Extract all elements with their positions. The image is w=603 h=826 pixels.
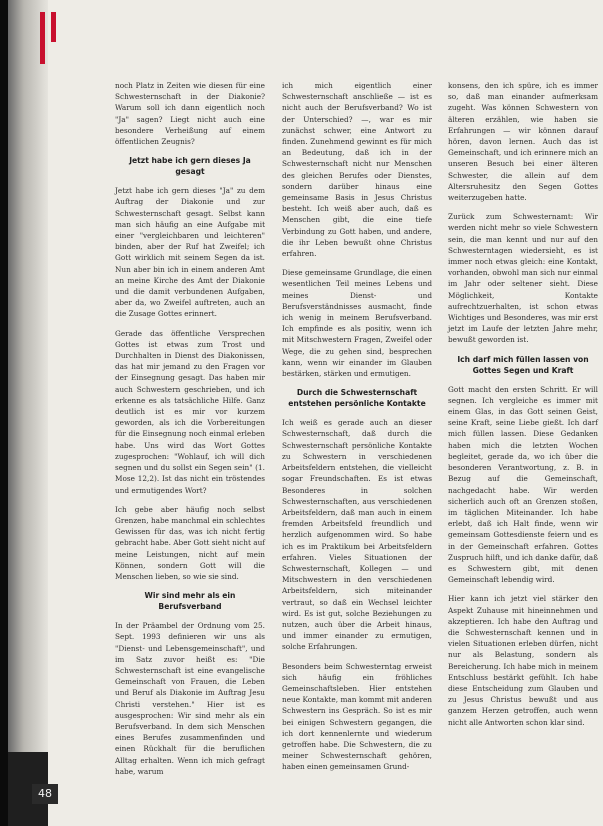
red-tab-marker [40, 12, 45, 64]
body-paragraph: ich mich eigentlich einer Schwesternschaft anschließe — ist es nicht auch der Berufsverband? Wo ist der Unterschied? —, war es mir zunächst schwer, eine Antwort zu finden. Zunehmend gewinnt es für mich an Bedeutung, daß ich in der Schwesternschaft nicht nur Menschen des gleichen Berufes oder Dienstes, sondern darüber hinaus eine gemeinsame Basis in Jesus Christus besteht. Ich weiß aber auch, daß es Menschen gibt, die eine tiefe Verbindung zu Gott haben, und andere, die ihr Leben bewußt ohne Christus erfahren. [282, 81, 432, 259]
text-column-3 [448, 80, 598, 736]
body-paragraph: Diese gemeinsame Grundlage, die einen wesentlichen Teil meines Lebens und meines Dienst- und Berufsverständnisses ausmacht, finde ich wenig in meinem Berufsverband. Ich empfinde es als positiv, wenn ich mit Mitschwestern Fragen, Zweifel oder Wege, die zu gehen sind, besprechen kann, wenn wir einander im Glauben bestärken, stärken und ermutigen. [282, 268, 432, 379]
section-heading: Durch die Schwesternschaft entstehen persönliche Kontakte [288, 388, 426, 409]
body-paragraph: noch Platz in Zeiten wie diesen für eine Schwesternschaft in der Diakonie? Warum soll ich dann eigentlich noch "Ja" sagen? Liegt nicht auch eine besondere Verheißung auf einem öffentlichen Zeugnis? [115, 81, 265, 147]
red-tab-marker [51, 12, 56, 42]
body-paragraph: Besonders beim Schwesterntag erweist sich häufig ein fröhliches Gemeinschaftsleben. Hier entstehen neue Kontakte, man kommt mit anderen Schwestern ins Gespräch. So ist es mir bei einigen Schwestern gegangen, die ich dort kennenlernte und wiederum getroffen habe. Die Schwestern, die zu meiner Schwesternschaft gehören, haben einen gemeinsamen Grund- [282, 661, 432, 772]
section-heading: Jetzt habe ich gern dieses Ja gesagt [129, 156, 251, 177]
body-paragraph: Ich gebe aber häufig noch selbst Grenzen, habe manchmal ein schlechtes Gewissen für das, was ich nicht fertig gebracht habe. Aber Gott sieht nicht auf meine Leistungen, nicht auf mein Können, sondern Gott will die Menschen lieben, so wie sie sind. [115, 504, 265, 581]
body-paragraph: Zurück zum Schwesternamt: Wir werden nicht mehr so viele Schwestern sein, die man kennt und nur auf den Schwesterntagen wiedersieht, es ist immer noch etwas gleich: eine Kontakt, vorhanden, obwohl man sich nur einmal im Jahr oder seltener sieht. Diese Möglichkeit, Kontakte aufrechtzuerhalten, ist schon etwas Wichtiges und Besonderes, was mir erst jetzt im Laufe der letzten Jahre mehr, bewußt geworden ist. [448, 212, 598, 345]
body-paragraph: In der Präambel der Ordnung vom 25. Sept. 1993 definieren wir uns als "Dienst- und Lebensgemeinschaft", und im Satz zuvor heißt es: "Die Schwesternschaft ist eine evangelische Gemeinschaft von Frauen, die Leben und Beruf als Diakonie im Auftrag Jesu Christi verstehen." Hier ist es ausgesprochen: Wir sind mehr als ein Berufsverband. In dem sich Menschen eines Berufes zusammenfinden und einen Rückhalt für die beruflichen Alltag erhalten. Wenn ich mich gefragt habe, warum [115, 621, 265, 776]
body-paragraph: Ich weiß es gerade auch an dieser Schwesternschaft, daß durch die Schwesternschaft persönliche Kontakte zu Schwestern in verschiedenen Arbeitsfeldern entstehen, die vielleicht sogar Freundschaften. Es ist etwas Besonderes in solchen Schwesternschaften, aus verschiedenen Arbeitsfeldern, daß man auch in einem fremden Arbeitsfeld freundlich und herzlich aufgenommen wird. So habe ich es im Praktikum bei Arbeitsfeldern erfahren. Vieles Situationen der Schwesternschaft, Kollegen — und Mitschwestern in den verschiedenen Arbeitsfeldern, sich miteinander vertraut, so daß ein Wechsel leichter wird. Es ist gut, solche Beziehungen zu nutzen, auch über die Arbeit hinaus, und immer einander zu ermutigen, solche Erfahrungen. [282, 418, 432, 652]
body-paragraph: Hier kann ich jetzt viel stärker den Aspekt Zuhause mit hineinnehmen und akzeptieren. Ich habe den Auftrag und die Schwesternschaft kennen und in vielen Situationen erleben dürfen, nicht nur als Belastung, sondern als Bereicherung. Ich habe mich in meinem Entschluss bestärkt gefühlt. Ich habe diese Entscheidung zum Glauben und zu Jesus Christus bewußt und aus ganzem Herzen getroffen, auch wenn nicht alle Antworten schon klar sind. [448, 594, 598, 727]
section-heading: Wir sind mehr als ein Berufsverband [144, 591, 236, 612]
page-number: 48 [32, 784, 58, 804]
section-heading: Ich darf mich füllen lassen von Gottes Segen und Kraft [457, 354, 589, 375]
body-paragraph: Gott macht den ersten Schritt. Er will segnen. Ich vergleiche es immer mit einem Glas, in das Gott seinen Geist, seine Kraft, seine Liebe gießt. Ich darf mich füllen lassen. Diese Gedanken haben mich die letzten Wochen begleitet, gerade da, wo ich über die besonderen Verantwortung, z. B. in Bezug auf die Gemeinschaft, nachgedacht habe. Wir werden sicherlich auch oft an Grenzen stoßen, im täglichen Miteinander. Ich habe erlebt, daß ich Halt finde, wenn wir gemeinsam Gottesdienste feiern und es in der Gemeinschaft erfahren. Gottes Zuspruch hilft, und ich danke dafür, daß es Schwestern gibt, mit denen Gemeinschaft lebendig wird. [448, 384, 598, 585]
body-paragraph: konsens, den ich spüre, ich es immer so, daß man einander aufmerksam zugeht. Was können Schwestern von älteren erzählen, wie haben sie Erfahrungen — wir können darauf hören, davon lernen. Auch das ist Gemeinschaft, und ich erinnere mich an unseren Besuch bei einer älteren Schwester, die allein auf dem Altersruhesitz den Segen Gottes weiterzugeben hatte. [448, 81, 598, 203]
body-paragraph: Jetzt habe ich gern dieses "Ja" zu dem Auftrag der Diakonie und zur Schwesternschaft gesagt. Selbst kann man sich häufig an eine Aufgabe mit einer "vergleichbaren und leichteren" binden, aber der Ruf hat Zweifel; ich Gott wirklich mit seinem Segen da ist. Nun aber bin ich in einem anderen Amt an meine Kirche des Amt der Diakonie und die damit verbundenen Aufgaben, aber da, wo Zweifel auftreten, auch an die Zusage Gottes erinnert. [115, 186, 265, 319]
body-paragraph: Gerade das öffentliche Versprechen Gottes ist etwas zum Trost und Durchhalten in Dienst des Diakonissen, das hat mir jemand zu den Fragen vor der Einsegnung gesagt. Das haben mir auch Schwestern geschrieben, und ich erkenne es als tatsächliche Hilfe. Ganz deutlich ist es mir vor kurzem geworden, als ich die Vorbereitungen für die Einsegnung noch einmal erleben habe. Uns wird das Wort Gottes zugesprochen: "Wohlauf, ich will dich segnen und du sollst ein Segen sein" (1. Mose 12,2). Ist das nicht ein tröstendes und ermutigendes Wort? [115, 328, 265, 495]
book-binding [0, 0, 8, 826]
page-gutter-shadow [8, 0, 48, 826]
text-column-1 [115, 80, 265, 785]
text-column-2 [282, 80, 432, 781]
book-page [8, 0, 603, 826]
